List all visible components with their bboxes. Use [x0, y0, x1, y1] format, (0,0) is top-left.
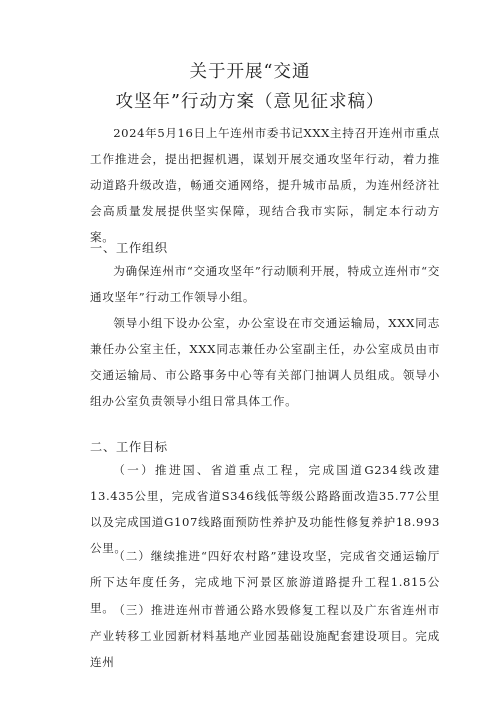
section-1-heading: 一、工作组织: [90, 241, 168, 255]
section-2-paragraph-3: （三）推进连州市普通公路水毁修复工程以及广东省连州市产业转移工业园新材料基地产业园基础设施配套建设项目。完成连州: [90, 603, 440, 669]
document-title-line-2: 攻坚年”行动方案（意见征求稿）: [115, 92, 385, 112]
document-title-line-1: 关于开展“交通: [189, 62, 311, 82]
section-2-heading: 二、工作目标: [90, 440, 168, 454]
section-1-paragraph-2: 领导小组下设办公室，办公室设在市交通运输局，XXX同志兼任办公室主任，XXX同志兼任办公室副主任，办公室成员由市交通运输局、市公路事务中心等有关部门抽调人员组成。领导小组办公室负责领导小组日常具体工作。: [90, 316, 440, 408]
section-2-paragraph-2: （二）继续推进“四好农村路”建设攻坚，完成省交通运输厅所下达年度任务，完成地下河景区旅游道路提升工程1.815公里。: [90, 549, 440, 615]
section-1-paragraph-1: 为确保连州市“交通攻坚年”行动顺利开展，特成立连州市“交通攻坚年”行动工作领导小组。: [90, 264, 440, 304]
intro-paragraph: 2024年5月16日上午连州市委书记XXX主持召开连州市重点工作推进会，提出把握机遇，谋划开展交通攻坚年行动，着力推动道路升级改造，畅通交通网络，提升城市品质，为连州经济社会高质量发展提供坚实保障，现结合我市实际，制定本行动方案。: [90, 126, 440, 244]
section-2-paragraph-1: （一）推进国、省道重点工程，完成国道G234线改建13.435公里，完成省道S346线低等级公路路面改造35.77公里以及完成国道G107线路面预防性养护及功能性修复养护18.993公里。: [90, 463, 440, 555]
